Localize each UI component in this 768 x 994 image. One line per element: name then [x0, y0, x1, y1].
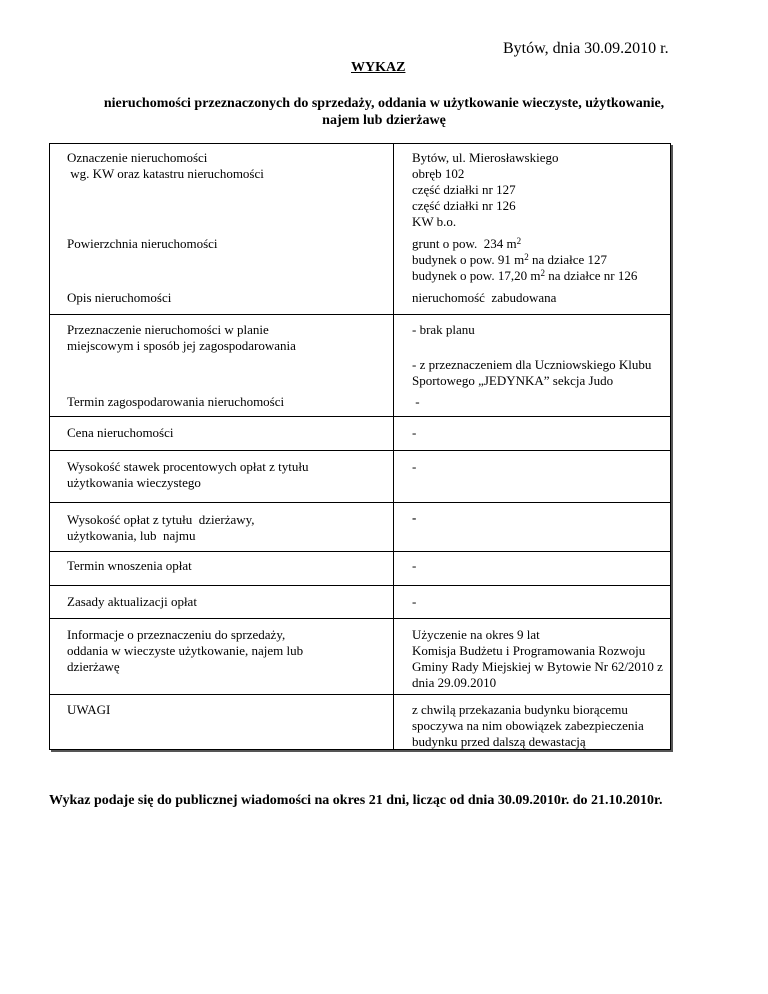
value-stawki: -: [412, 459, 417, 474]
footer-note: Wykaz podaje się do publicznej wiadomości na okres 21 dni, licząc od dnia 30.09.2010r. do 21.10.2010r.: [49, 793, 663, 808]
value-aktualizacja: -: [412, 594, 417, 609]
label-informacje: Informacje o przeznaczeniu do sprzedaży, oddania w wieczyste użytkowanie, najem lub dzierżawę: [67, 627, 304, 674]
label-opis: Opis nieruchomości: [67, 290, 172, 305]
document-subtitle: nieruchomości przeznaczonych do sprzedaży, oddania w użytkowanie wieczyste, użytkowanie, najem lub dzierżawę: [103, 96, 665, 128]
label-cena: Cena nieruchomości: [67, 425, 174, 440]
value-termin-zagospodarowania: -: [412, 394, 420, 409]
label-stawki: Wysokość stawek procentowych opłat z tytułu użytkowania wieczystego: [67, 459, 309, 490]
value-dzierzawa: -: [412, 510, 417, 525]
document-title: WYKAZ: [351, 60, 406, 75]
value-opis: nieruchomość zabudowana: [412, 290, 557, 305]
value-powierzchnia: grunt o pow. 234 $m^2$ budynek o pow. 91 $m^2$ na działce 127 budynek o pow. 17,20 $m^2$ na działce nr 126: [412, 236, 638, 283]
row-divider: [50, 502, 670, 503]
value-uwagi: z chwilą przekazania budynku biorącemu spoczywa na nim obowiązek zabezpieczenia budynku przed dalszą dewastacją: [412, 702, 644, 749]
label-oznaczenie: Oznaczenie nieruchomości wg. KW oraz katastru nieruchomości: [67, 150, 264, 181]
document-date: Bytów, dnia 30.09.2010 r.: [503, 40, 669, 57]
value-cena: -: [412, 425, 417, 440]
label-uwagi: UWAGI: [67, 702, 111, 717]
value-przeznaczenie: - z przeznaczeniem dla Uczniowskiego Klubu Sportowego „JEDYNKA” sekcja Judo: [412, 357, 652, 388]
row-divider: [50, 416, 670, 417]
row-divider: [50, 694, 670, 695]
row-divider: [50, 314, 670, 315]
label-powierzchnia: Powierzchnia nieruchomości: [67, 236, 218, 251]
row-divider: [50, 618, 670, 619]
row-divider: [50, 585, 670, 586]
column-divider: [393, 144, 394, 749]
label-termin-zagospodarowania: Termin zagospodarowania nieruchomości: [67, 394, 285, 409]
value-termin-oplat: -: [412, 558, 417, 573]
label-termin-oplat: Termin wnoszenia opłat: [67, 558, 192, 573]
row-divider: [50, 551, 670, 552]
row-divider: [50, 450, 670, 451]
value-oznaczenie: Bytów, ul. Mierosławskiego obręb 102 część działki nr 127 część działki nr 126 KW b.o.: [412, 150, 559, 229]
value-przeznaczenie-plan: - brak planu: [412, 322, 475, 337]
label-aktualizacja: Zasady aktualizacji opłat: [67, 594, 197, 609]
property-table: [49, 143, 671, 750]
label-dzierzawa: Wysokość opłat z tytułu dzierżawy, użytkowania, lub najmu: [67, 512, 255, 543]
value-informacje: Użyczenie na okres 9 lat Komisja Budżetu i Programowania Rozwoju Gminy Rady Miejskiej w Bytowie Nr 62/2010 z dnia 29.09.2010: [412, 627, 663, 690]
label-przeznaczenie: Przeznaczenie nieruchomości w planie miejscowym i sposób jej zagospodarowania: [67, 322, 296, 353]
